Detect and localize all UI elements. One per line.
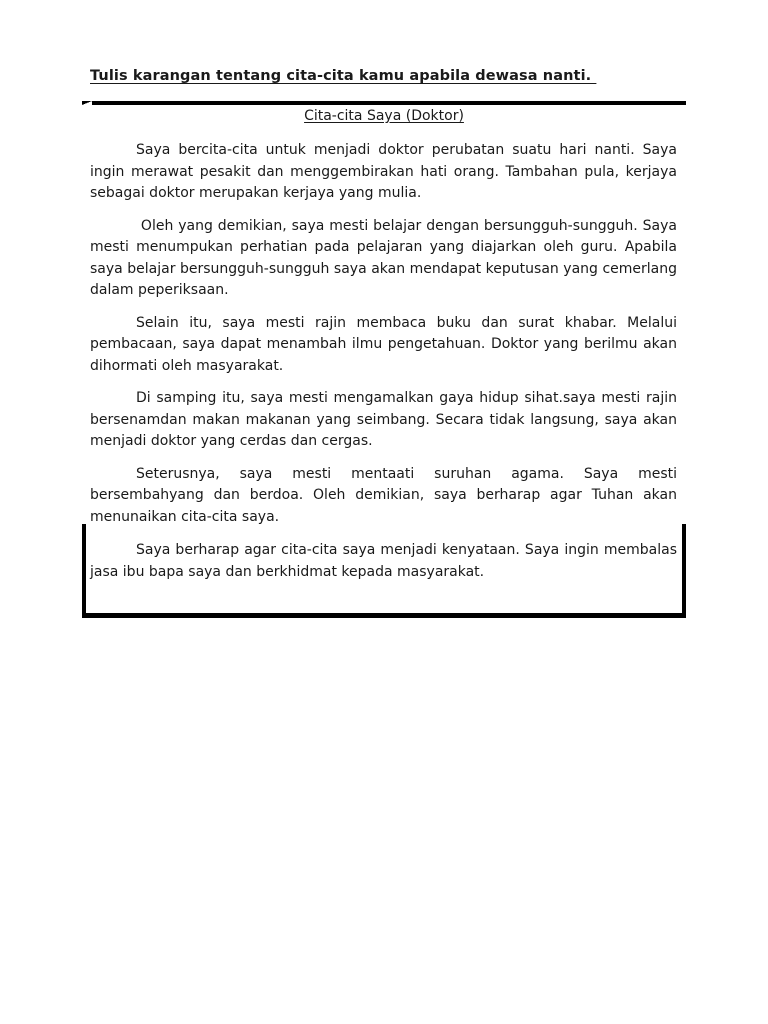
- paragraph-4: Di samping itu, saya mesti mengamalkan gaya hidup sihat.saya mesti rajin bersenamdan makan makanan yang seimbang. Secara tidak langsung, saya akan menjadi doktor yang cerdas dan cergas.: [90, 390, 677, 449]
- essay-title: Cita-cita Saya (Doktor): [304, 108, 464, 124]
- top-border-line: [82, 101, 686, 105]
- paragraph-3: Selain itu, saya mesti rajin membaca buku dan surat khabar. Melalui pembacaan, saya dapat menambah ilmu pengetahuan. Doktor yang berilmu akan dihormati oleh masyarakat.: [90, 314, 677, 374]
- paragraph-6: Saya berharap agar cita-cita saya menjadi kenyataan. Saya ingin membalas jasa ibu bapa saya dan berkhidmat kepada masyarakat.: [90, 542, 677, 580]
- bottom-box-left-border: [82, 524, 86, 618]
- paragraph-2: Oleh yang demikian, saya mesti belajar dengan bersungguh-sungguh. Saya mesti menumpukan perhatian pada pelajaran yang diajarkan oleh guru. Apabila saya belajar bersungguh-sungguh saya akan mendapat keputusan yang cemerlang dalam peperiksaan.: [90, 217, 682, 298]
- question-prompt: Tulis karangan tentang cita-cita kamu apabila dewasa nanti.: [90, 68, 597, 84]
- paragraph-5: Seterusnya, saya mesti mentaati suruhan agama. Saya mesti bersembahyang dan berdoa. Oleh demikian, saya berharap agar Tuhan akan menunaikan cita-cita saya.: [90, 465, 677, 525]
- bottom-box-right-border: [682, 524, 686, 618]
- paragraph-1: Saya bercita-cita untuk menjadi doktor perubatan suatu hari nanti. Saya ingin merawat pesakit dan menggembirakan hati orang. Tambahan pula, kerjaya sebagai doktor merupakan kerjaya yang mulia.: [90, 142, 677, 201]
- essay-body: [90, 140, 682, 583]
- bottom-box-bottom-border: [82, 613, 686, 618]
